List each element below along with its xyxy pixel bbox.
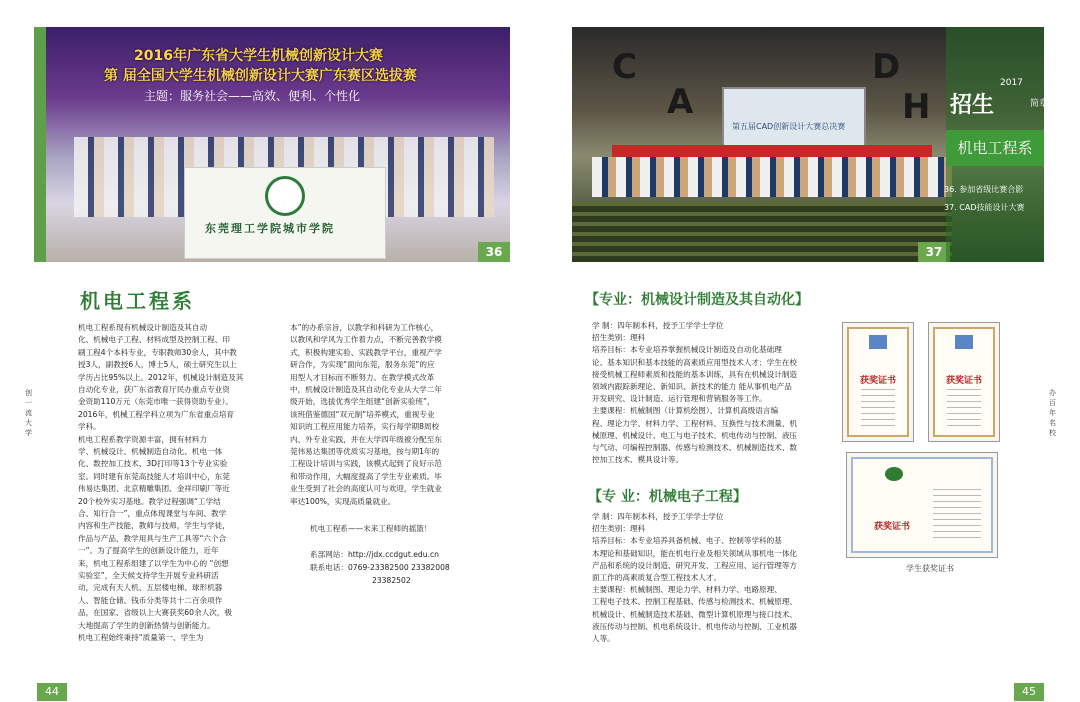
text-line: 工程设计培训与实践，该模式起到了良好示范 — [290, 459, 442, 469]
text-line: 动，完成有天人机、五层楼电梯、球形机器 — [78, 583, 223, 593]
stage-letter: C — [612, 47, 637, 87]
text-line: 与气动、可编程控制器、传感与检测技术、机械制造技术、数 — [592, 443, 798, 452]
text-line: 工程电子技术、控制工程基础、传感与检测技术、机械原理、 — [592, 597, 798, 607]
green-accent-bar — [34, 27, 46, 262]
text-line: 主要课程：机械制图、理论力学、材料力学、电路原理、 — [592, 585, 782, 595]
flag-text: 东莞理工学院城市学院 — [205, 222, 335, 235]
certificate-title: 获奖证书 — [873, 522, 910, 532]
text-line: 本”的办系宗旨，以教学和科研为工作核心， — [290, 323, 439, 332]
text-line: 率达100%，实现高质量就业。 — [290, 496, 396, 506]
text-line: 级开始，选拔优秀学生组建“创新实验班”， — [290, 397, 435, 407]
text-line: 培养目标：本专业培养具备机械、电子、控制等学科的基 — [592, 536, 782, 546]
text-line: 机械设计、机械制造技术基础、微型计算机原理与接口技术、 — [592, 609, 798, 619]
emblem-icon — [869, 335, 887, 349]
text-line: 和带动作用，大幅度提高了学生专业素质。毕 — [290, 471, 442, 481]
text-line: 招生类别：理科 — [592, 333, 646, 343]
stage-letter: D — [872, 47, 901, 87]
text-line: 用型人才目标而不断努力。在教学模式改革 — [290, 372, 435, 382]
text-line: 内容和生产技能，教师与技师，学生与学徒， — [78, 521, 230, 531]
text-line: 开发研究、设计制造、运行管理和营销服务等工作。 — [592, 394, 767, 404]
text-line: 来，机电工程系组建了以学生为中心的 “创想 — [78, 558, 229, 568]
text-line: 控加工技术、模具设计等。 — [592, 455, 684, 465]
text-line: 论、基本知识和基本技能的高素质应用型技术人才；学生在校 — [592, 357, 798, 367]
website: 系部网站：http://jdx.ccdgut.edu.cn — [310, 550, 439, 559]
stage-letter: A — [667, 82, 694, 122]
text-line: 品，在国家、省级以上大赛获奖60余人次，极 — [78, 608, 232, 618]
text-line: 领域内跟踪新理论、新知识、新技术的能力 能从事机电产品 — [592, 382, 792, 391]
text-line: 机电工程系现有机械设计制造及其自动 — [78, 323, 208, 332]
emblem-icon — [955, 335, 973, 349]
emblem-icon — [885, 467, 903, 481]
banner-line-3: 主题：服务社会——高效、便利、个性化 — [144, 89, 361, 103]
text-line: 面工作的高素质复合型工程技术人才。 — [592, 573, 722, 582]
phone-line-1: 联系电话：0769-23382500 23382008 — [310, 563, 450, 572]
text-line: 金资助110万元（东莞市唯一获得资助专业）。 — [78, 397, 233, 407]
recruit-title: 招生 — [950, 93, 995, 118]
text-line: 化、数控加工技术、3D打印等13个专业实验 — [78, 459, 228, 469]
slogan: 机电工程系——未来工程师的摇篮！ — [310, 524, 432, 533]
photo-number: 37 — [918, 242, 950, 262]
text-line: 中，机械设计制造及其自动化专业从大学二年 — [290, 385, 442, 394]
certificate-text-lines — [861, 389, 895, 429]
text-line: 式，积极构建实验、实践教学平台，重视产学 — [290, 347, 442, 357]
text-line: 自动化专业，获广东省教育厅民办重点专业资 — [78, 385, 230, 394]
certificate-text-lines — [933, 489, 981, 539]
text-line: 业生受到了社会的高度认可与欢迎，学生就业 — [290, 484, 442, 494]
text-line: 本理论和基础知识，能在机电行业及相关领域从事机电一体化 — [592, 548, 798, 558]
screen-text: 第五届CAD创新设计大赛总决赛 — [732, 122, 846, 131]
text-line: 学历占比95%以上。2012年，机械设计制造及其 — [78, 372, 244, 382]
page-number-left: 44 — [37, 683, 67, 701]
text-line: 授3人，副教授6人，博士5人，硕士研究生以上 — [78, 360, 237, 370]
dept-heading: 机电工程系 — [80, 289, 195, 313]
page-number-right: 45 — [1014, 683, 1044, 701]
text-line: 程、理论力学、材料力学、工程材料、互换性与技术测量、机 — [592, 418, 798, 428]
text-line: 一”。为了提高学生的创新设计能力，近年 — [78, 546, 219, 556]
text-line: 实验室”，全天候支持学生开展专业科研活 — [78, 571, 219, 580]
text-line: 液压传动与控制、机电系统设计、机电传动与控制、工业机器 — [592, 621, 798, 631]
certificate-2 — [928, 322, 1000, 442]
text-line: 化、机械电子工程、材料成型及控制工程、印 — [78, 335, 230, 345]
major-2-title: 【专 业：机械电子工程】 — [588, 489, 747, 505]
school-logo-icon — [265, 176, 305, 216]
certificate-title: 获奖证书 — [859, 376, 896, 386]
text-line: 2016年，机械工程学科立项为广东省重点培育 — [78, 409, 235, 419]
text-line: 莞伟易达集团等优质实习基地，按与期1年的 — [290, 447, 440, 456]
text-line: 伟易达集团、北京精雕集团、金祥印刷厂等近 — [78, 484, 230, 494]
photo-caption-2: 37. CAD技能设计大赛 — [944, 203, 1025, 212]
text-line: 以教风和学风为工作着力点，不断完善教学模 — [290, 335, 442, 345]
recruit-year: 2017 — [1000, 78, 1023, 88]
certificate-3 — [846, 452, 998, 558]
text-line: 学科。 — [78, 422, 101, 432]
school-flag — [184, 167, 386, 259]
text-line: 培养目标：本专业培养掌握机械设计制造及自动化基础理 — [592, 345, 782, 355]
text-line: 学 制：四年制本科，授予工学学士学位 — [592, 321, 724, 330]
text-line: 人等。 — [592, 634, 615, 643]
team-photo-left — [34, 27, 510, 262]
text-line: 人、智能仓储、钱币分类等共十二百余项作 — [78, 595, 223, 605]
text-line: 主要课程：机械制图（计算机绘图）、计算机高级语言编 — [592, 406, 779, 416]
text-line: 学 制：四年制本科，授予工学学士学位 — [592, 512, 724, 521]
phone-line-2: 23382502 — [372, 576, 411, 585]
text-line: 大地提高了学生的创新热情与创新能力。 — [78, 620, 215, 630]
photo-number: 36 — [478, 242, 510, 262]
recruit-subtitle: 简章 — [1030, 99, 1049, 109]
text-line: 接受机械工程师素质和技能的基本训练，具有在机械设计制造 — [592, 369, 798, 379]
text-line: 刷工程4个本科专业，专职教师30余人，其中教 — [78, 347, 237, 357]
text-line: 学、机械设计、机械制造自动化、机电一体 — [78, 447, 223, 456]
text-line: 产品和系统的设计制造、研究开发、工程应用、运行管理等方 — [592, 560, 798, 570]
text-line: 内、外专业实践，并在大学四年级被分配至东 — [290, 434, 442, 444]
text-line: 合、知行合一”，重点体现课堂与车间、教学 — [78, 509, 227, 518]
certificates-caption: 学生获奖证书 — [906, 564, 954, 573]
major-1-title: 【专业：机械设计制造及其自动化】 — [585, 292, 809, 308]
text-line: 招生类别：理科 — [592, 524, 646, 534]
text-line: 机电工程始终秉持“质量第一、学生为 — [78, 633, 204, 642]
certificate-title: 获奖证书 — [945, 376, 982, 386]
auditorium-seats — [572, 202, 952, 262]
certificate-1 — [842, 322, 914, 442]
text-line: 机电工程系教学资源丰富，拥有材料力 — [78, 434, 208, 444]
side-slogan-left: 创一流大学 — [25, 389, 32, 437]
photo-caption-1: 36. 参加省级比赛合影 — [944, 185, 1024, 194]
text-line: 械原理、机械设计、电工与电子技术、机电传动与控制、液压 — [592, 430, 798, 440]
text-line: 20个校外实习基地。教学过程强调“工学结 — [78, 496, 221, 506]
stage-crowd — [592, 157, 952, 197]
stage-letter: H — [902, 87, 931, 127]
side-slogan-right: 办百年名校 — [1049, 389, 1056, 437]
banner-line-2: 第 届全国大学生机械创新设计大赛广东赛区选拔赛 — [104, 68, 417, 84]
text-line: 研合作，为实现“面向东莞，服务东莞”的应 — [290, 360, 435, 370]
text-line: 作品与产品，教学用具与生产工具等“六个合 — [78, 533, 227, 543]
text-line: 知识的工程应用能力培养，实行每学期8周校 — [290, 422, 440, 432]
text-line: 室。同时建有东莞高技能人才培训中心，东莞 — [78, 471, 230, 481]
text-line: 该班借鉴德国“双元制”培养模式，重视专业 — [290, 409, 435, 419]
dept-label: 机电工程系 — [946, 130, 1044, 166]
certificate-text-lines — [947, 389, 981, 429]
banner-line-1: 2016年广东省大学生机械创新设计大赛 — [134, 48, 383, 64]
